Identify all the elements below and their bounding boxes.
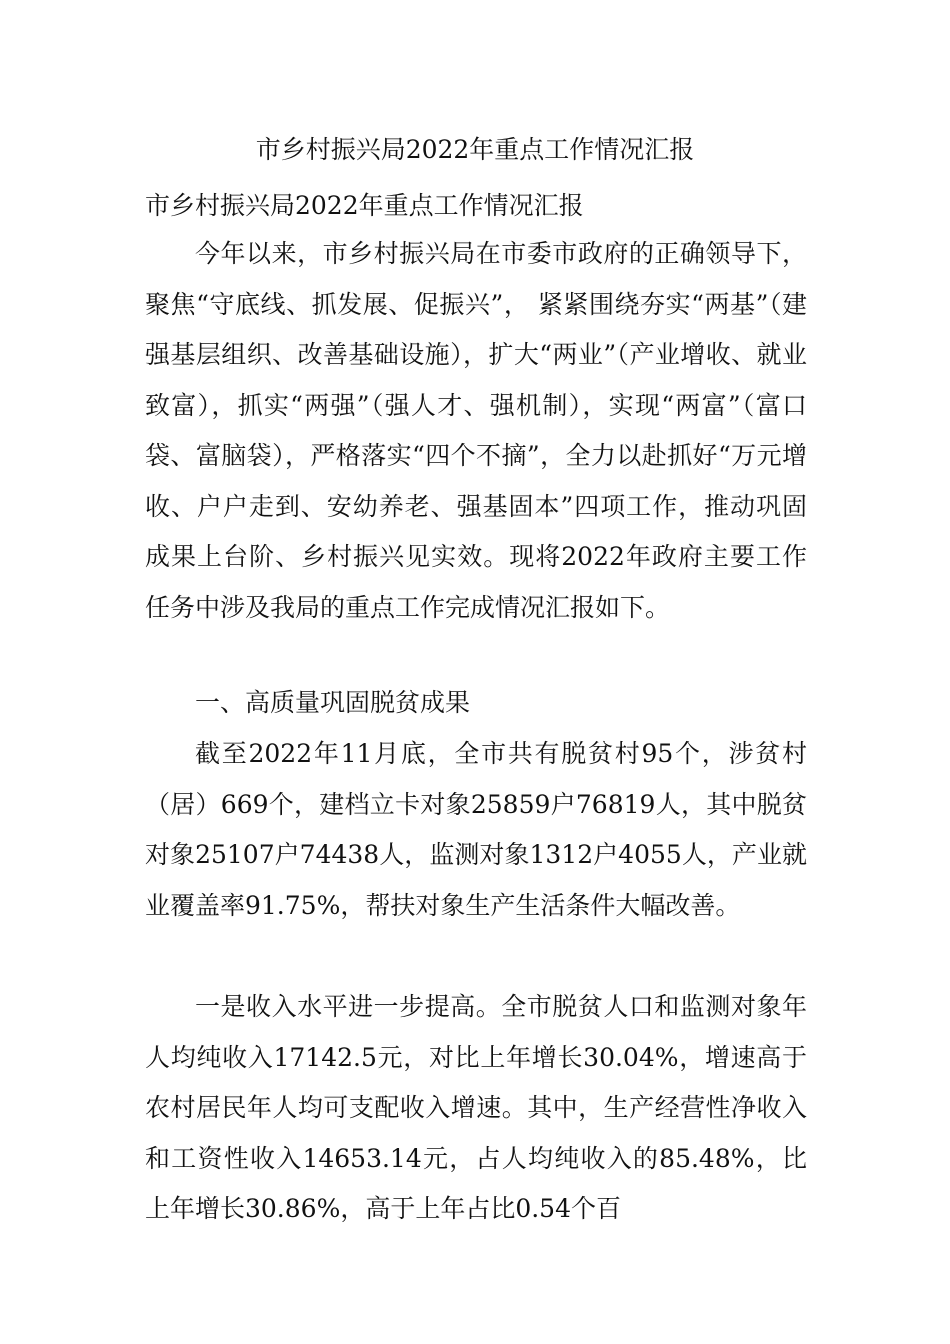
intro-paragraph: 今年以来，市乡村振兴局在市委市政府的正确领导下，聚焦“守底线、抓发展、促振兴”， 紧紧围绕夯实“两基”（建强基层组织、改善基础设施），扩大“两业”（产业增收、就业致富），抓实“两强”（强人才、强机制），实现“两富”（富口袋、富脑袋），严格落实“四个不摘”，全力以赴抓好“万元增收、户户走到、安幼养老、强基固本”四项工作，推动巩固成果上台阶、乡村振兴见实效。现将2022年政府主要工作任务中涉及我局的重点工作完成情况汇报如下。 [145, 239, 807, 622]
income-paragraph: 一是收入水平进一步提高。全市脱贫人口和监测对象年人均纯收入17142.5元，对比上年增长30.04%，增速高于农村居民年人均可支配收入增速。其中，生产经营性净收入和工资性收入14653.14元，占人均纯收入的85.48%，比上年增长30.86%，高于上年占比0.54个百 [145, 992, 807, 1223]
document-subtitle: 市乡村振兴局2022年重点工作情况汇报 [145, 191, 584, 220]
document-title: 市乡村振兴局2022年重点工作情况汇报 [255, 135, 695, 164]
section-heading: 一、高质量巩固脱贫成果 [195, 688, 471, 717]
statistics-paragraph: 截至2022年11月底，全市共有脱贫村95个，涉贫村（居）669个，建档立卡对象25859户76819人，其中脱贫对象25107户74438人，监测对象1312户4055人，产业就业覆盖率91.75%，帮扶对象生产生活条件大幅改善。 [145, 739, 807, 920]
